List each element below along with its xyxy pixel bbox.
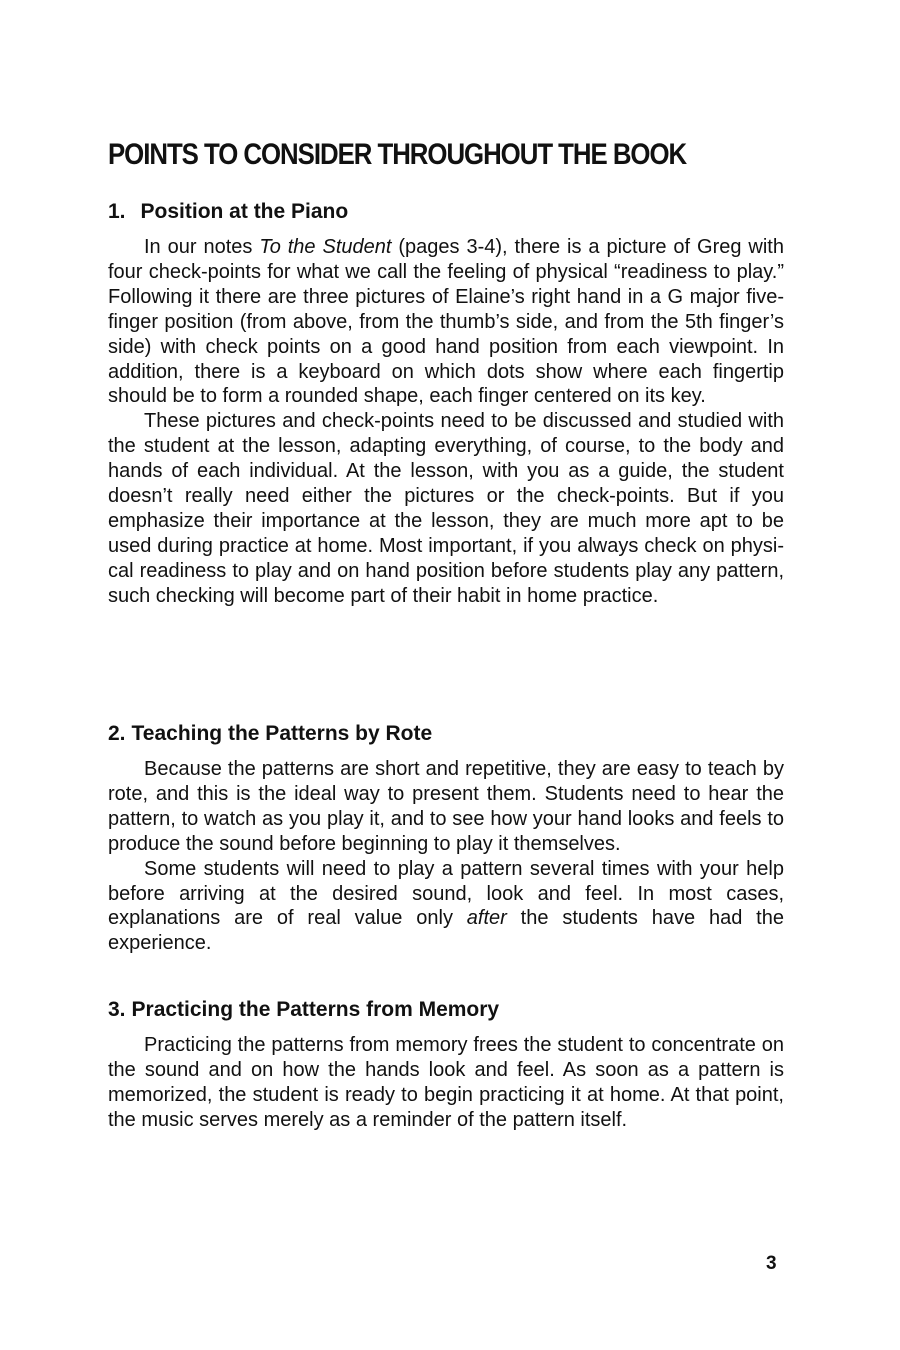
- paragraph: [108, 235, 784, 409]
- paragraph: [108, 1033, 784, 1133]
- section-teaching-by-rote: [108, 719, 784, 956]
- paragraph-text: Because the patterns are short and repetitive, they are easy to teach by rote, and this is the ideal way to present them. Students need to hear the pattern, to watch as you play it, and to see how your hand looks and feels to produce the sound before beginning to play it themselves.: [108, 758, 784, 855]
- paragraph-emphasis: To the Student: [259, 236, 392, 258]
- section-heading: [108, 995, 784, 1025]
- page-title: POINTS TO CONSIDER THROUGHOUT THE BOOK: [108, 138, 687, 171]
- paragraph-emphasis: after: [466, 907, 507, 930]
- section-title: Position at the Piano: [140, 200, 349, 223]
- paragraph-text: Practicing the patterns from memory frees the student to concentrate on the sound and on how the hands look and feel. As soon as a pattern is memorized, the student is ready to begin practicing it at home. At that point, the music serves merely as a reminder of the pattern itself.: [108, 1034, 784, 1131]
- paragraph: [108, 409, 784, 608]
- paragraph-text: (pages 3-4), there is a picture of Greg with four check-points for what we call the feeling of physical “readiness to play.” Following it there are three pictures of Elaine’s right hand in a G major five-finger position (from above, from the thumb’s side, and from the 5th finger’s side) with check points on a good hand position from each viewpoint. In addition, there is a keyboard on which dots show where each fingertip should be to form a rounded shape, each finger centered on its key.: [108, 236, 784, 408]
- paragraph: [108, 757, 784, 857]
- section-practicing-from-memory: [108, 995, 784, 1133]
- section-number: 1.: [108, 200, 126, 223]
- book-page: [108, 0, 784, 1350]
- page-number: 3: [766, 1253, 777, 1274]
- paragraph-text: Some students will need to play a pattern several times with your help before arriving at the desired sound, look and feel. In most cases, explanations are of real value only: [108, 857, 784, 930]
- section-number: 2.: [108, 722, 126, 745]
- paragraph-text: These pictures and check-points need to be discussed and studied with the student at the lesson, adapting everything, of course, to the body and hands of each individual. At the lesson, with you as a guide, the student doesn’t really need either the pictures or the check-points. But if you emphasize their importance at the lesson, they are much more apt to be used during practice at home. Most important, if you always check on physical readiness to play and on hand position before students play any pattern, such checking will become part of their habit in home practice.: [108, 410, 784, 607]
- section-number: 3.: [108, 998, 126, 1021]
- paragraph-text: the students have had the experience.: [108, 907, 784, 955]
- section-heading: [108, 197, 784, 227]
- section-heading: [108, 719, 784, 749]
- section-title: Teaching the Patterns by Rote: [131, 722, 433, 745]
- paragraph-text: In our notes: [144, 236, 260, 258]
- section-position-at-piano: [108, 197, 784, 609]
- section-title: Practicing the Patterns from Memory: [131, 998, 500, 1021]
- paragraph: [108, 857, 784, 957]
